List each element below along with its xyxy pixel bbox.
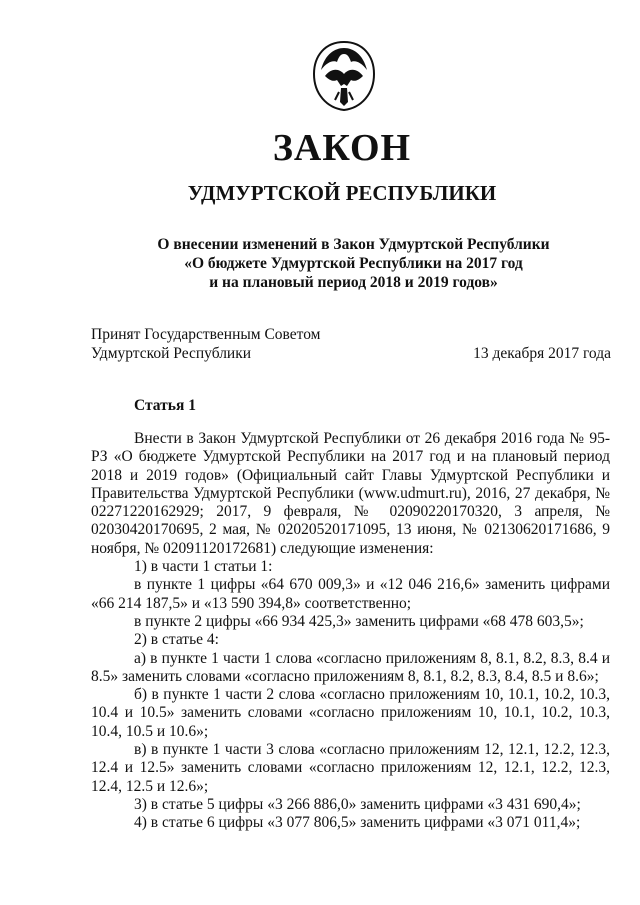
adoption-block <box>91 325 611 363</box>
adoption-line-1: Принят Государственным Советом <box>91 326 321 343</box>
paragraph: 1) в части 1 статьи 1: <box>134 558 273 576</box>
document-subtitle: УДМУРТСКОЙ РЕСПУБЛИКИ <box>187 181 497 205</box>
article-heading: Статья 1 <box>134 397 196 414</box>
law-heading-line-2: «О бюджете Удмуртской Республики на 2017 год <box>184 255 523 272</box>
document-title: ЗАКОН <box>272 127 412 169</box>
paragraph: 2) в статье 4: <box>134 631 219 649</box>
paragraph: в пункте 1 цифры «64 670 009,3» и «12 046 216,6» заменить цифрами «66 214 187,5» и «13 590 394,8» соответственно; <box>91 576 610 612</box>
coat-of-arms-emblem-icon <box>311 40 377 112</box>
adoption-date: 13 декабря 2017 года <box>473 345 611 362</box>
paragraph: Внести в Закон Удмуртской Республики от 26 декабря 2016 года № 95-РЗ «О бюджете Удмуртской Республики на 2017 год и на плановый период 2018 и 2019 годов» (Официальный сайт Главы Удмуртской Республики и Правительства Удмуртской Республики (www.udmurt.ru), 2016, 27 декабря, № 02271220162929; 2017, 9 февраля, № 02090220170320, 3 апреля, № 02030420170695, 2 мая, № 02020520171095, 13 июня, № 02130620171686, 9 ноября, № 02091120172681) следующие изменения: <box>91 430 610 557</box>
adoption-row <box>91 344 611 363</box>
paragraph: 4) в статье 6 цифры «3 077 806,5» заменить цифрами «3 071 011,4»; <box>134 814 581 832</box>
paragraph: а) в пункте 1 части 1 слова «согласно приложениям 8, 8.1, 8.2, 8.3, 8.4 и 8.5» заменить словами «согласно приложениям 8, 8.1, 8.2, 8.3, 8.4, 8.5 и 8.6»; <box>91 649 610 685</box>
article-body <box>91 430 610 833</box>
paragraph: в) в пункте 1 части 3 слова «согласно приложениям 12, 12.1, 12.2, 12.3, 12.4 и 12.5» заменить словами «согласно приложениям 12, 12.1, 12.2, 12.3, 12.4, 12.5 и 12.6»; <box>91 741 610 795</box>
law-heading-line-1: О внесении изменений в Закон Удмуртской Республики <box>157 236 550 253</box>
paragraph: 3) в статье 5 цифры «3 266 886,0» заменить цифрами «3 431 690,4»; <box>134 795 581 813</box>
law-heading-line-3: и на плановый период 2018 и 2019 годов» <box>209 274 498 291</box>
law-heading <box>96 235 611 292</box>
adoption-line-2: Удмуртской Республики <box>91 345 252 362</box>
paragraph: в пункте 2 цифры «66 934 425,3» заменить цифрами «68 478 603,5»; <box>134 612 584 630</box>
paragraph: б) в пункте 1 части 2 слова «согласно приложениям 10, 10.1, 10.2, 10.3, 10.4 и 10.5» заменить словами «согласно приложениям 10, 10.1, 10.2, 10.3, 10.4, 10.5 и 10.6»; <box>91 686 610 740</box>
